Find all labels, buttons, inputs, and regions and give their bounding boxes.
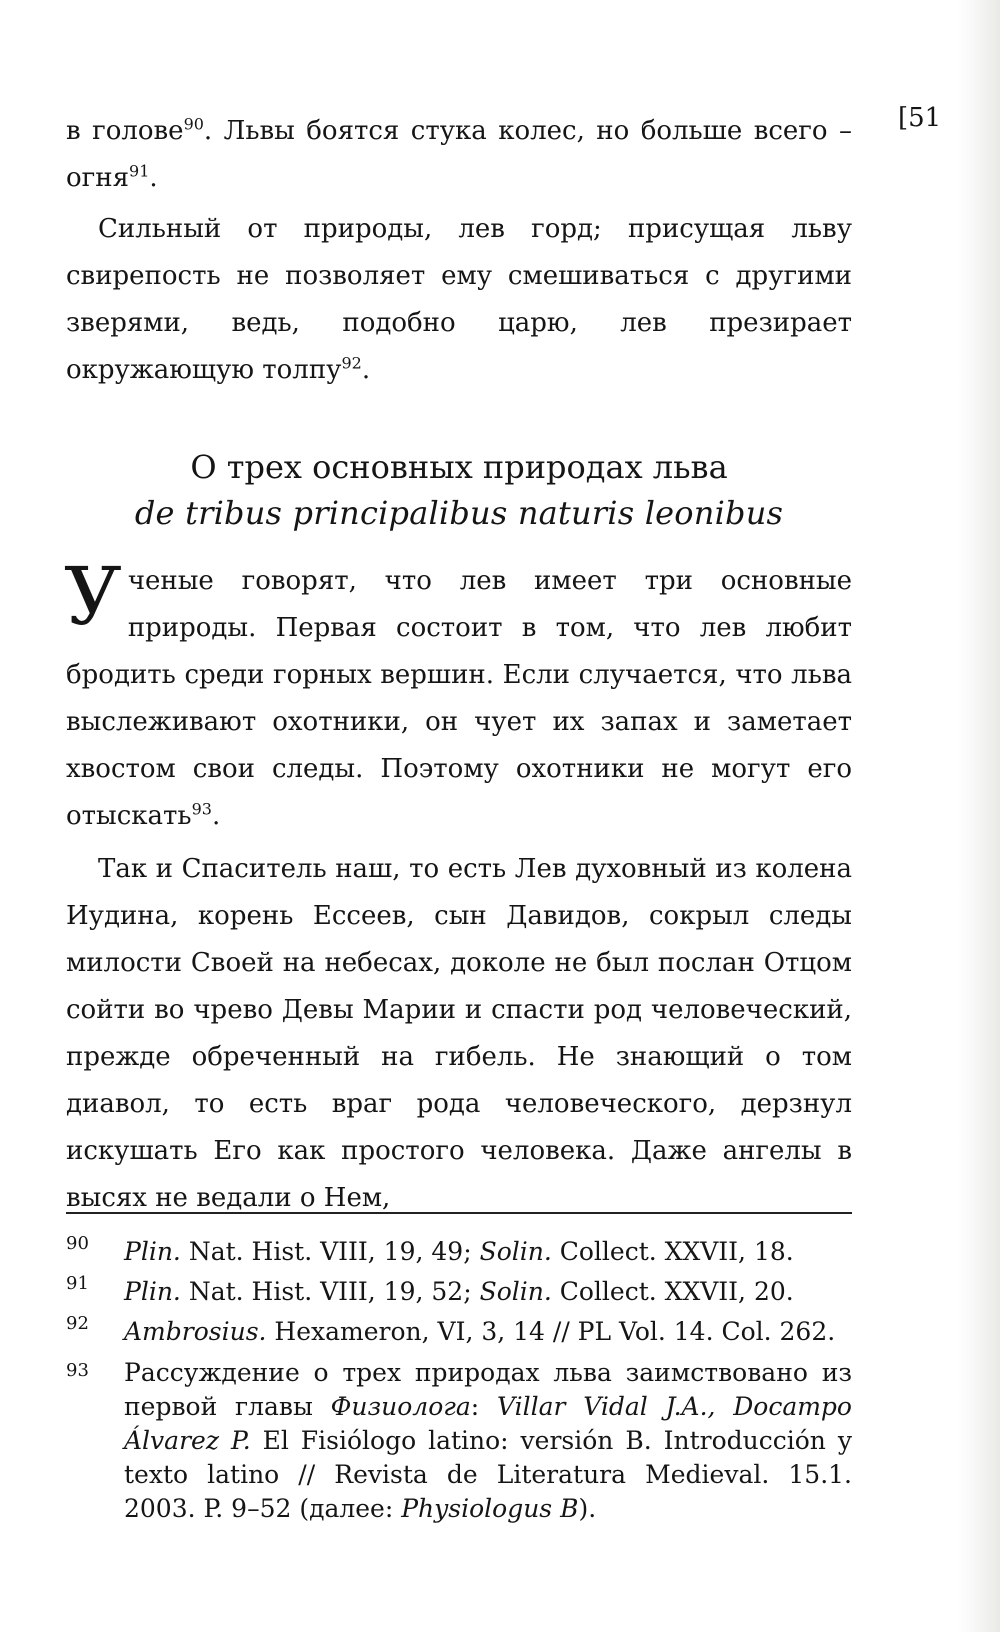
footnote-separator bbox=[66, 1212, 852, 1214]
footnote-text: : bbox=[470, 1392, 497, 1421]
footnote-ref-92[interactable]: 92 bbox=[341, 353, 362, 373]
drop-cap: У bbox=[64, 550, 122, 643]
top-text-block bbox=[66, 108, 852, 394]
citation: Nat. Hist. VIII, 19, 52; bbox=[180, 1277, 480, 1306]
heading-latin: de tribus principalibus naturis leonibus bbox=[134, 494, 784, 532]
footnote-text: Рассуждение о трех природах льва заимствовано из первой главы bbox=[124, 1358, 852, 1421]
footnote-ref-93[interactable]: 93 bbox=[191, 799, 212, 819]
cont-end: . bbox=[149, 163, 158, 193]
author: Plin. bbox=[124, 1237, 181, 1266]
footnote-ref-90[interactable]: 90 bbox=[183, 114, 204, 134]
continued-paragraph bbox=[66, 108, 852, 202]
paragraph-end: . bbox=[211, 801, 221, 831]
footnote-93 bbox=[66, 1356, 852, 1526]
paragraph-three-natures bbox=[64, 550, 852, 840]
footnote-number: 92 bbox=[66, 1313, 89, 1334]
footnote-number: 90 bbox=[66, 1233, 89, 1254]
paragraph-end: . bbox=[361, 355, 371, 385]
cont-text: в голове bbox=[66, 116, 184, 146]
author: Solin. bbox=[479, 1237, 552, 1266]
footnote-ref-91[interactable]: 91 bbox=[129, 161, 150, 181]
section-heading bbox=[66, 444, 852, 536]
paragraph-savior: Так и Спаситель наш, то есть Лев духовный из колена Иудина, корень Ессеев, сын Давидов, сокрыл следы милости Своей на небесах, доколе не был послан Отцом сойти во чрево Девы Марии и спасти род человеческий, прежде обреченный на гибель. Не знающий о том диавол, то есть враг рода человеческого, дерзнул искушать Его как простого человека. Даже ангелы в высях не ведали о Нем, bbox=[66, 854, 852, 1213]
paragraph-lion-pride bbox=[66, 206, 852, 394]
heading-russian: О трех основных природах льва bbox=[190, 448, 728, 486]
author: Plin. bbox=[124, 1277, 181, 1306]
footnote-92 bbox=[66, 1312, 852, 1352]
citation: Collect. XXVII, 20. bbox=[551, 1277, 794, 1306]
main-text-block bbox=[64, 550, 852, 1222]
page-edge-shadow bbox=[958, 0, 1000, 1632]
cont-text-2: . Львы боятся стука колес, но больше всего – огня bbox=[66, 116, 852, 193]
page-number: [51 bbox=[898, 103, 942, 133]
abbreviation: Physiologus B bbox=[401, 1494, 579, 1523]
footnote-number: 93 bbox=[66, 1360, 89, 1381]
footnote-number: 91 bbox=[66, 1273, 89, 1294]
footnote-91 bbox=[66, 1272, 852, 1312]
citation: Collect. XXVII, 18. bbox=[551, 1237, 794, 1266]
work-title: Физиолога bbox=[330, 1392, 471, 1421]
paragraph-text: Сильный от природы, лев горд; присущая льву свирепость не позволяет ему смешиваться с другими зверями, ведь, подобно царю, лев презирает окружающую толпу bbox=[66, 214, 852, 385]
citation: Nat. Hist. VIII, 19, 49; bbox=[180, 1237, 480, 1266]
footnote-90 bbox=[66, 1232, 852, 1272]
footnote-text: ). bbox=[578, 1494, 597, 1523]
author: Ambrosius. bbox=[124, 1317, 267, 1346]
footnote-text: El Fisiólogo latino: versión B. Introducción y texto latino // Revista de Literatura Medieval. 15.1. 2003. P. 9–52 (далее: bbox=[124, 1426, 852, 1523]
authors: Villar Vidal J.A., Docampo Álvarez P. bbox=[124, 1392, 852, 1455]
paragraph-text: ченые говорят, что лев имеет три основные природы. Первая состоит в том, что лев любит бродить среди горных вершин. Если случается, что льва выслеживают охотники, он чует их запах и заметает хвостом свои следы. Поэтому охотники не могут его отыскать bbox=[66, 566, 852, 831]
footnotes bbox=[66, 1232, 852, 1526]
author: Solin. bbox=[479, 1277, 552, 1306]
citation: Hexameron, VI, 3, 14 // PL Vol. 14. Col. 262. bbox=[266, 1317, 836, 1346]
